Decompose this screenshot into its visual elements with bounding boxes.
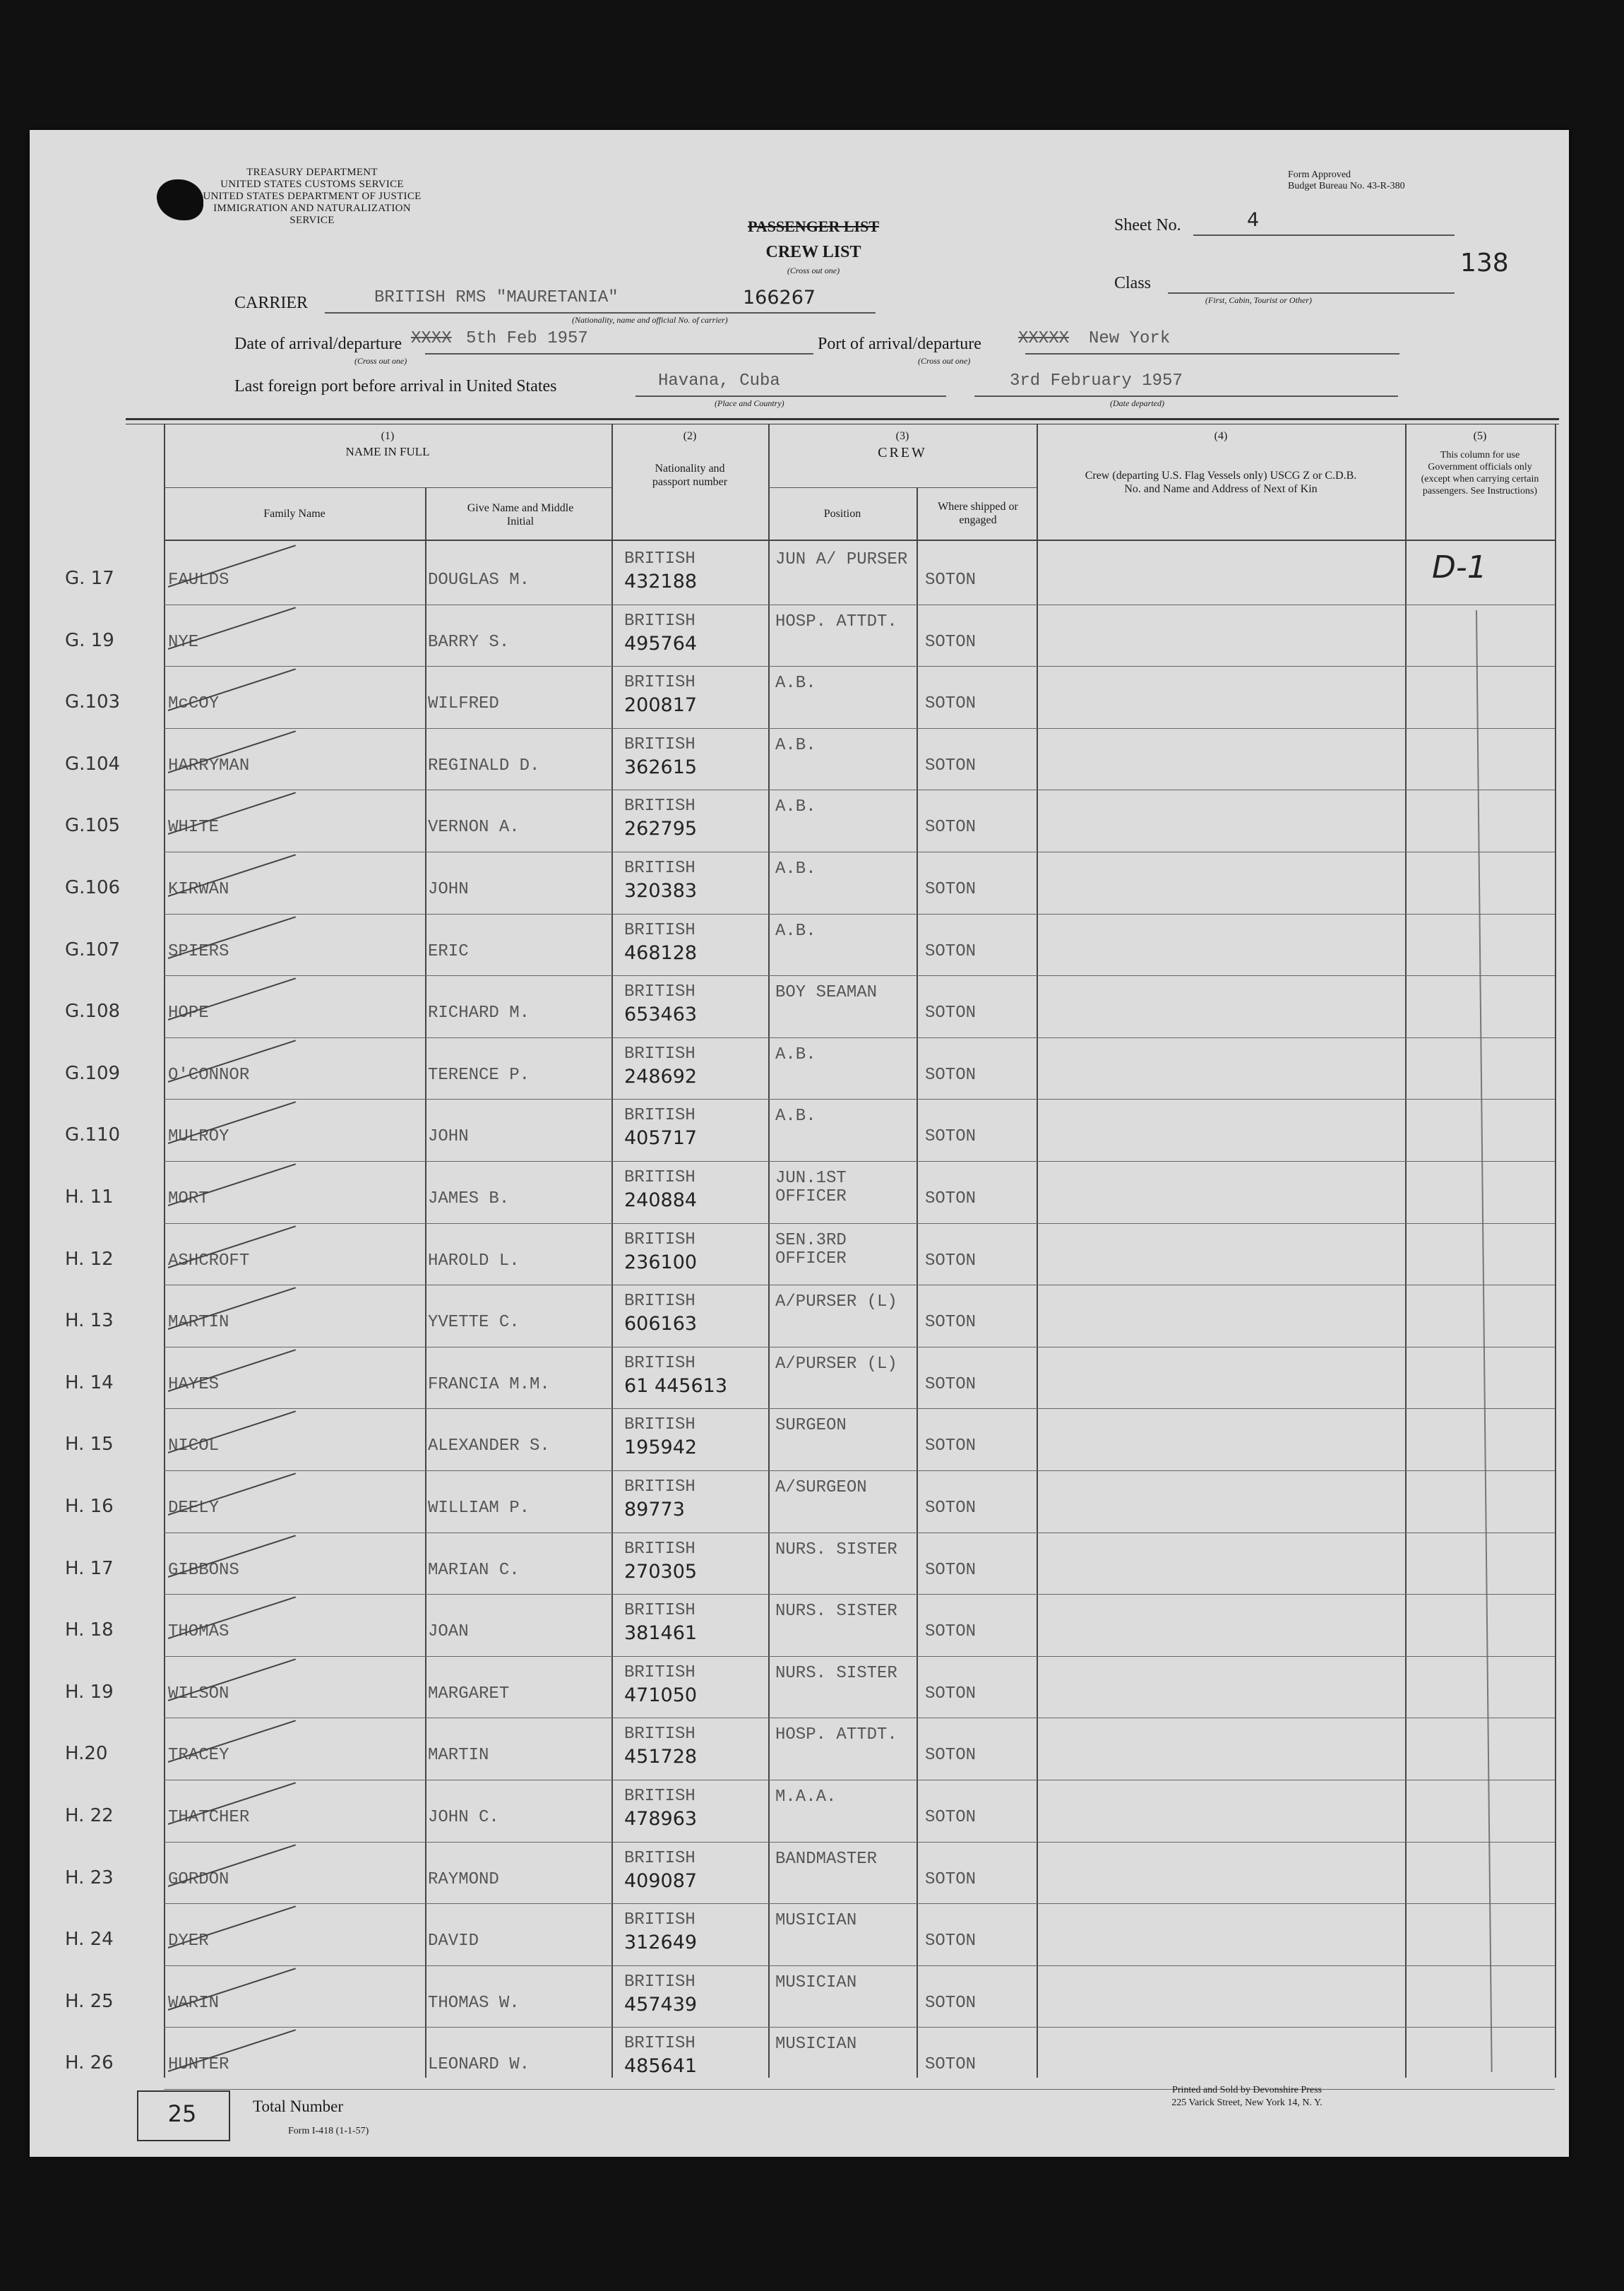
check-mark — [168, 607, 296, 650]
where-shipped: SOTON — [925, 1499, 977, 1518]
row-id: H. 24 — [65, 1929, 114, 1951]
position: A.B. — [775, 735, 816, 755]
nationality: BRITISH — [624, 1539, 695, 1559]
row-id: H. 12 — [65, 1248, 114, 1270]
given-name: MARTIN — [428, 1746, 489, 1766]
table-row — [30, 605, 1569, 667]
check-mark — [168, 1472, 296, 1516]
family-name: WHITE — [168, 818, 220, 838]
position: MUSICIAN — [775, 2035, 857, 2054]
passport-number: 61 445613 — [624, 1374, 728, 1397]
check-mark — [168, 1597, 296, 1640]
position: NURS. SISTER — [775, 1663, 897, 1683]
passport-number: 457439 — [624, 1993, 698, 2016]
nationality: BRITISH — [624, 1662, 695, 1682]
table-row — [30, 1285, 1569, 1347]
passport-number: 468128 — [624, 941, 698, 964]
family-name: ASHCROFT — [168, 1251, 250, 1271]
passport-number: 312649 — [624, 1932, 698, 1954]
where-shipped: SOTON — [925, 1127, 977, 1147]
position: BANDMASTER — [775, 1849, 878, 1869]
printer-line-1: Printed and Sold by Devonshire Press — [1172, 2085, 1322, 2095]
where-shipped: SOTON — [925, 756, 977, 775]
given-name: ERIC — [428, 941, 469, 961]
row-id: G. 19 — [65, 629, 114, 651]
passport-number: 195942 — [624, 1436, 698, 1459]
family-name: WARIN — [168, 1993, 220, 2013]
nationality: BRITISH — [624, 1787, 695, 1806]
nationality: BRITISH — [624, 1106, 695, 1126]
family-name: HOPE — [168, 1004, 209, 1023]
check-mark — [168, 1287, 296, 1331]
nationality: BRITISH — [624, 1848, 695, 1868]
nationality: BRITISH — [624, 1230, 695, 1249]
check-mark — [168, 792, 296, 838]
nationality: BRITISH — [624, 611, 695, 631]
row-id: H. 11 — [65, 1186, 114, 1208]
family-name: GIBBONS — [168, 1560, 239, 1580]
class-hint: (First, Cabin, Tourist or Other) — [1205, 295, 1312, 305]
given-name: LEONARD W. — [428, 2055, 530, 2075]
given-name: HAROLD L. — [428, 1251, 520, 1271]
given-name: YVETTE C. — [428, 1313, 520, 1333]
col4-title: Crew (departing U.S. Flag Vessels only) USCG Z or C.D.B. No. and Name and Address of Next of Kin — [1085, 470, 1357, 495]
position: JUN.1ST OFFICER — [775, 1169, 847, 1206]
row-id: G.107 — [65, 939, 121, 960]
last-port-value: Havana, Cuba — [658, 371, 780, 391]
table-row — [30, 1408, 1569, 1470]
given-name: THOMAS W. — [428, 1993, 520, 2013]
date-value: 5th Feb 1957 — [466, 329, 588, 348]
nationality: BRITISH — [624, 673, 695, 693]
nationality: BRITISH — [624, 549, 695, 569]
where-shipped: SOTON — [925, 1808, 977, 1827]
table-row — [30, 1347, 1569, 1409]
check-mark — [168, 2030, 296, 2073]
row-id: G.104 — [65, 753, 121, 775]
family-name: KIRWAN — [168, 880, 229, 899]
carrier-hint: (Nationality, name and official No. of carrier) — [572, 315, 728, 325]
check-mark — [168, 1163, 296, 1206]
passport-number: 89773 — [624, 1499, 685, 1521]
col-where-shipped: Where shipped or engaged — [938, 501, 1018, 526]
check-mark — [168, 1411, 296, 1454]
family-name: MULROY — [168, 1127, 229, 1147]
col4-number: (4) — [1214, 430, 1228, 442]
form-approved: Form Approved — [1288, 169, 1351, 180]
position: BOY SEAMAN — [775, 983, 878, 1003]
nationality: BRITISH — [624, 1972, 695, 1992]
given-name: MARGARET — [428, 1684, 510, 1703]
nationality: BRITISH — [624, 1044, 695, 1064]
position: JUN A/ PURSER — [775, 550, 908, 569]
row-id: G.110 — [65, 1124, 121, 1146]
passport-number: 200817 — [624, 694, 698, 717]
table-row — [30, 1161, 1569, 1223]
form-id: Form I-418 (1-1-57) — [288, 2126, 369, 2136]
row-id: G.103 — [65, 691, 121, 713]
table-row — [30, 1533, 1569, 1595]
where-shipped: SOTON — [925, 818, 977, 838]
page-number: 138 — [1460, 249, 1509, 278]
position: M.A.A. — [775, 1787, 837, 1807]
given-name: BARRY S. — [428, 632, 510, 652]
row-id: G.106 — [65, 877, 121, 898]
class-label: Class — [1114, 274, 1152, 292]
passenger-list-title: PASSENGER LIST — [747, 218, 880, 235]
nationality: BRITISH — [624, 1725, 695, 1744]
passport-number: 471050 — [624, 1684, 698, 1706]
position: A.B. — [775, 859, 816, 879]
date-departed-hint: (Date departed) — [1110, 398, 1164, 408]
table-row — [30, 1718, 1569, 1780]
check-mark — [168, 1102, 296, 1145]
family-name: HARRYMAN — [168, 756, 250, 775]
crew-list-title: CREW LIST — [765, 243, 861, 261]
family-name: MORT — [168, 1189, 209, 1208]
col2-title: Nationality and passport number — [652, 463, 728, 488]
nationality: BRITISH — [624, 1353, 695, 1373]
where-shipped: SOTON — [925, 880, 977, 899]
position: MUSICIAN — [775, 1911, 857, 1931]
where-shipped: SOTON — [925, 571, 977, 590]
where-shipped: SOTON — [925, 2055, 977, 2075]
where-shipped: SOTON — [925, 1065, 977, 1085]
where-shipped: SOTON — [925, 1313, 977, 1333]
printer-line-2: 225 Varick Street, New York 14, N. Y. — [1171, 2097, 1323, 2108]
given-name: MARIAN C. — [428, 1560, 520, 1580]
total-label: Total Number — [253, 2097, 344, 2115]
cross-out-hint-date: (Cross out one) — [354, 356, 407, 366]
passport-number: 451728 — [624, 1746, 698, 1768]
crew-list-form: TREASURY DEPARTMENT UNITED STATES CUSTOMS SERVICE UNITED STATES DEPARTMENT OF JUSTICE IMMIGRATION AND NATURALIZATION SERVICE Form Approved Budget Bureau No. 43-R-380 PASSENGER LIST CREW LIST (Cross out one) Sheet No. 4 Class (First, Cabin, Tourist or Other) 138 CARRIER BRITISH RMS "MAURETANIA" 166267 (Nationality, name and official No. of carrier) Date of arrival/departure XXXX 5th Feb 1957 (Cross out one) Port of arrival/departure XXXXX New York (Cross out one) Last foreign port before arrival in United States Havana, Cuba (Place and Country) 3rd February 1957 (Date departed) (1) NAME IN FULL Family Name Give Name and Middle Initial (2) Nationality and passport number (3) CREW Position Where shipped or engaged (4) Crew (departing U.S. Flag Vessels only) USCG Z or C.D.B. No. and Name and Address of Next of Kin (5) This column for use Government officials only (except when carrying certain passengers. See Instructions) D-1 G. 17 FAULDS DOUGLAS M. BRITISH 432188 JUN A/ PURSER SOTON G. 19 NYE BARRY S. BRITISH 495764 HOSP. ATTDT. SOTON G.103 McCOY WILFRED BRITISH 200817 A.B. SOTON G.104 HARRYMAN REGINALD D. BRITISH 362615 A.B. SOTON G.105 WHITE VERNON A. BRITISH 262795 A.B. SOTON G.106 KIRWAN JOHN BRITISH 320383 A.B. SOTON G.107 SPIERS ERIC BRITISH 468128 A.B. SOTON G.108 HOPE RICHARD M. BRITISH 653463 BOY SEAMAN SOTON G.109 O'CONNOR TERENCE P. BRITISH 248692 A.B. SOTON G.110 MULROY JOHN BRITISH 405717 A.B. SOTON H. 11 MORT JAMES B. BRITISH 240884 JUN.1ST OFFICER SOTON H. 12 ASHCROFT HAROLD L. BRITISH 236100 SEN.3RD OFFICER SOTON H. 13 MARTIN YVETTE C. BRITISH 606163 A/PURSER (L) SOTON H. 14 HAYES FRANCIA M.M. BRITISH 61 445613 A/PURSER (L) SOTON H. 15 NICOL ALEXANDER S. BRITISH 195942 SURGEON SOTON H. 16 DEELY WILLIAM P. BRITISH 89773 A/SURGEON SOTON H. 17 GIBBONS MARIAN C. BRITISH 270305 NURS. SISTER SOTON H. 18 THOMAS JOAN BRITISH 381461 NURS. SISTER SOTON H. 19 WILSON MARGARET BRITISH 471050 NURS. SISTER SOTON H.20 TRACEY MARTIN BRITISH 451728 HOSP. ATTDT. SOTON H. 22 THATCHER JOHN C. BRITISH 478963 M.A.A. SOTON H. 23 GORDON RAYMOND BRITISH 409087 BANDMASTER SOTON H. 24 DYER DAVID BRITISH 312649 MUSICIAN SOTON H. 25 WARIN THOMAS W. BRITISH 457439 MUSICIAN SOTON H. 26 HUNTER LEONARD W. BRITISH 485641 MUSICIAN SOTON 25 Total Number Form I-418 (1-1-57) Printed and Sold by Devonshire Press 225 Varick Street, New York 14, N. Y. — [30, 130, 1569, 2157]
given-name: RICHARD M. — [428, 1004, 530, 1023]
table-row — [30, 542, 1569, 605]
given-name: DOUGLAS M. — [428, 571, 530, 590]
passport-number: 362615 — [624, 756, 698, 778]
table-row — [30, 1594, 1569, 1656]
where-shipped: SOTON — [925, 632, 977, 652]
row-id: H. 13 — [65, 1310, 114, 1332]
check-mark — [168, 1906, 296, 1949]
agency-line: IMMIGRATION AND NATURALIZATION SERVICE — [213, 203, 411, 226]
col-position: Position — [823, 508, 861, 520]
family-name: HUNTER — [168, 2055, 229, 2075]
family-name: DYER — [168, 1932, 209, 1951]
given-name: JAMES B. — [428, 1189, 510, 1208]
check-mark — [168, 1658, 296, 1701]
given-name: TERENCE P. — [428, 1065, 530, 1085]
row-id: H. 22 — [65, 1805, 114, 1826]
check-mark — [168, 916, 296, 959]
position: A/PURSER (L) — [775, 1292, 897, 1312]
row-id: G.108 — [65, 1001, 121, 1023]
col1-number: (1) — [381, 430, 395, 442]
check-mark — [168, 1720, 296, 1766]
family-name: HAYES — [168, 1374, 220, 1394]
position: NURS. SISTER — [775, 1602, 897, 1621]
passport-number: 240884 — [624, 1189, 698, 1211]
where-shipped: SOTON — [925, 1189, 977, 1208]
nationality: BRITISH — [624, 859, 695, 878]
row-id: G.105 — [65, 815, 121, 837]
official-annotation: D-1 — [1432, 549, 1487, 585]
sheet-number: 4 — [1247, 209, 1260, 231]
family-name: WILSON — [168, 1684, 229, 1703]
nationality: BRITISH — [624, 2034, 695, 2054]
table-row — [30, 2027, 1569, 2089]
table-row — [30, 790, 1569, 852]
table-row — [30, 1965, 1569, 2028]
col-family-name: Family Name — [263, 508, 326, 520]
position: HOSP. ATTDT. — [775, 612, 897, 631]
where-shipped: SOTON — [925, 1374, 977, 1394]
given-name: JOAN — [428, 1622, 469, 1642]
place-hint: (Place and Country) — [715, 398, 784, 408]
col1-title: NAME IN FULL — [345, 445, 430, 458]
given-name: WILLIAM P. — [428, 1499, 530, 1518]
where-shipped: SOTON — [925, 1746, 977, 1766]
port-label: Port of arrival/departure — [818, 335, 981, 353]
nationality: BRITISH — [624, 734, 695, 754]
table-row — [30, 852, 1569, 914]
where-shipped: SOTON — [925, 1869, 977, 1889]
date-label: Date of arrival/departure — [234, 335, 402, 353]
where-shipped: SOTON — [925, 1436, 977, 1456]
check-mark — [168, 854, 296, 897]
col3-title: CREW — [878, 445, 927, 460]
table-row — [30, 1470, 1569, 1533]
position: HOSP. ATTDT. — [775, 1725, 897, 1745]
given-name: VERNON A. — [428, 818, 520, 838]
table-row — [30, 728, 1569, 790]
position: A/PURSER (L) — [775, 1354, 897, 1374]
passport-number: 485641 — [624, 2055, 698, 2078]
agency-block — [192, 167, 432, 227]
carrier-value: BRITISH RMS "MAURETANIA" — [374, 288, 619, 307]
where-shipped: SOTON — [925, 941, 977, 961]
given-name: JOHN C. — [428, 1808, 499, 1827]
passport-number: 320383 — [624, 880, 698, 902]
position: A.B. — [775, 1045, 816, 1064]
passport-number: 236100 — [624, 1251, 698, 1273]
table-row — [30, 1903, 1569, 1965]
position: NURS. SISTER — [775, 1540, 897, 1559]
row-id: H. 15 — [65, 1434, 114, 1456]
given-name: REGINALD D. — [428, 756, 540, 775]
family-name: McCOY — [168, 694, 220, 714]
family-name: TRACEY — [168, 1746, 229, 1766]
row-id: H. 17 — [65, 1557, 114, 1579]
total-number: 25 — [167, 2100, 197, 2127]
nationality: BRITISH — [624, 1477, 695, 1496]
position: A.B. — [775, 921, 816, 941]
row-id: H. 18 — [65, 1619, 114, 1641]
given-name: JOHN — [428, 880, 469, 899]
nationality: BRITISH — [624, 1415, 695, 1435]
passport-number: 495764 — [624, 632, 698, 655]
passport-number: 653463 — [624, 1004, 698, 1026]
cross-out-hint-port: (Cross out one) — [918, 356, 971, 366]
position: A/SURGEON — [775, 1478, 867, 1497]
check-mark — [168, 978, 296, 1021]
position: SEN.3RD OFFICER — [775, 1230, 847, 1268]
position: A.B. — [775, 1107, 816, 1126]
carrier-number: 166267 — [743, 287, 816, 309]
passport-number: 478963 — [624, 1808, 698, 1830]
family-name: NICOL — [168, 1436, 220, 1456]
table-row — [30, 1037, 1569, 1100]
col5-number: (5) — [1473, 430, 1487, 442]
table-row — [30, 666, 1569, 728]
family-name: DEELY — [168, 1499, 220, 1518]
row-id: H. 19 — [65, 1681, 114, 1703]
passport-number: 270305 — [624, 1560, 698, 1583]
row-id: H. 26 — [65, 2052, 114, 2074]
nationality: BRITISH — [624, 920, 695, 940]
given-name: ALEXANDER S. — [428, 1436, 550, 1456]
table-row — [30, 1656, 1569, 1718]
col-given-name: Give Name and Middle Initial — [467, 502, 574, 528]
row-id: H. 14 — [65, 1371, 114, 1393]
row-id: H. 25 — [65, 1990, 114, 2012]
table-row — [30, 1223, 1569, 1285]
where-shipped: SOTON — [925, 1684, 977, 1703]
cross-out-hint: (Cross out one) — [787, 266, 840, 275]
passport-number: 606163 — [624, 1313, 698, 1335]
check-mark — [168, 669, 296, 712]
agency-line: UNITED STATES DEPARTMENT OF JUSTICE — [203, 191, 422, 202]
carrier-label: CARRIER — [234, 294, 309, 312]
last-port-label: Last foreign port before arrival in United States — [234, 377, 557, 395]
sheet-label: Sheet No. — [1114, 216, 1181, 234]
where-shipped: SOTON — [925, 694, 977, 714]
where-shipped: SOTON — [925, 1993, 977, 2013]
agency-line: TREASURY DEPARTMENT — [246, 167, 378, 178]
passport-number: 248692 — [624, 1065, 698, 1088]
family-name: THATCHER — [168, 1808, 250, 1827]
agency-line: UNITED STATES CUSTOMS SERVICE — [220, 179, 404, 190]
position: SURGEON — [775, 1416, 847, 1436]
passport-number: 381461 — [624, 1622, 698, 1645]
nationality: BRITISH — [624, 1292, 695, 1311]
check-mark — [168, 1349, 296, 1392]
date-departed-value: 3rd February 1957 — [1010, 371, 1183, 391]
family-name: MARTIN — [168, 1313, 229, 1333]
position: MUSICIAN — [775, 1972, 857, 1992]
given-name: FRANCIA M.M. — [428, 1374, 550, 1394]
given-name: WILFRED — [428, 694, 499, 714]
table-row — [30, 1780, 1569, 1842]
where-shipped: SOTON — [925, 1004, 977, 1023]
family-name: THOMAS — [168, 1622, 229, 1642]
passport-number: 409087 — [624, 1869, 698, 1892]
check-mark — [168, 1844, 296, 1887]
family-name: SPIERS — [168, 941, 229, 961]
family-name: GORDON — [168, 1869, 229, 1889]
col5-title: This column for use Government officials only (except when carrying certain passengers. See Instructions) — [1421, 450, 1539, 496]
passport-number: 262795 — [624, 818, 698, 840]
position: A.B. — [775, 797, 816, 817]
col2-number: (2) — [683, 430, 697, 442]
nationality: BRITISH — [624, 982, 695, 1002]
table-row — [30, 1099, 1569, 1161]
where-shipped: SOTON — [925, 1622, 977, 1642]
passport-number: 432188 — [624, 571, 698, 593]
table-row — [30, 975, 1569, 1037]
passport-number: 405717 — [624, 1127, 698, 1150]
nationality: BRITISH — [624, 1168, 695, 1187]
budget-bureau: Budget Bureau No. 43-R-380 — [1288, 181, 1405, 191]
given-name: RAYMOND — [428, 1869, 499, 1889]
port-value: New York — [1089, 329, 1171, 348]
check-mark — [168, 545, 296, 588]
check-mark — [168, 1968, 296, 2011]
row-id: G. 17 — [65, 568, 114, 589]
family-name: O'CONNOR — [168, 1065, 250, 1085]
row-id: G.109 — [65, 1062, 121, 1084]
nationality: BRITISH — [624, 1910, 695, 1930]
given-name: DAVID — [428, 1932, 479, 1951]
given-name: JOHN — [428, 1127, 469, 1147]
row-id: H. 16 — [65, 1496, 114, 1517]
table-row — [30, 914, 1569, 976]
where-shipped: SOTON — [925, 1560, 977, 1580]
nationality: BRITISH — [624, 797, 695, 816]
nationality: BRITISH — [624, 1601, 695, 1621]
table-row — [30, 1842, 1569, 1904]
family-name: FAULDS — [168, 571, 229, 590]
row-id: H.20 — [65, 1743, 108, 1765]
where-shipped: SOTON — [925, 1251, 977, 1271]
where-shipped: SOTON — [925, 1932, 977, 1951]
family-name: NYE — [168, 632, 199, 652]
row-id: H. 23 — [65, 1867, 114, 1888]
position: A.B. — [775, 674, 816, 694]
col3-number: (3) — [895, 430, 909, 442]
